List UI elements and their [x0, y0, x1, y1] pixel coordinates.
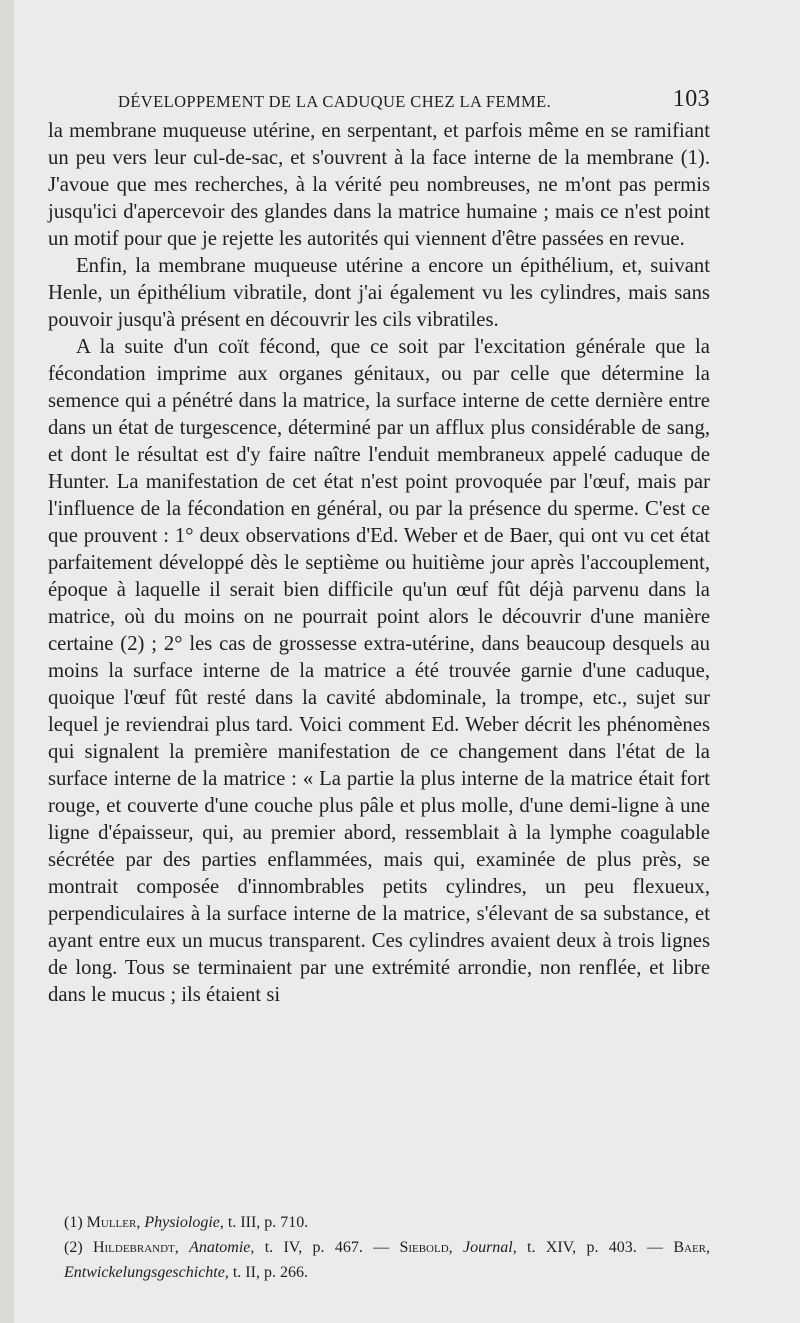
footnote-2-author-1: Hildebrandt	[92, 1239, 175, 1256]
footnote-1-ref: , t. III, p. 710.	[219, 1214, 309, 1231]
paragraph-1: la membrane muqueuse utérine, en serpentant, et parfois même en se ramifiant un peu vers leur cul-de-sac, et s'ouvrent à la face interne de la membrane (1). J'avoue que mes recherches, à la vérité peu nombreuses, ne m'ont pas permis jusqu'ici d'apercevoir des glandes dans la matrice humaine ; mais ce n'est point un motif pour que je rejette les autorités qui viennent d'être passées en revue.	[48, 120, 710, 250]
page-number: 103	[672, 86, 710, 112]
body-text	[48, 118, 710, 1009]
footnote-2-ref-2: , t. XIV, p. 403. —	[512, 1239, 674, 1256]
footnote-2-author-2: Siebold	[399, 1239, 449, 1256]
footnote-2-work-2: Journal	[462, 1239, 513, 1256]
paragraph-3: A la suite d'un coït fécond, que ce soit par l'excitation générale que la fécondation imprime aux organes génitaux, ou par celle que détermine la semence qui a pénétré dans la matrice, la surface interne de cette dernière entre dans un état de turgescence, déterminé par un afflux plus considérable de sang, et dont le résultat est d'y faire naître l'enduit membraneux appelé caduque de Hunter. La manifestation de cet état n'est point provoquée par l'œuf, mais par l'influence de la fécondation en général, ou par la présence du sperme. C'est ce que prouvent : 1° deux observations d'Ed. Weber et de Baer, qui ont vu cet état parfaitement développé dès le septième ou huitième jour après l'accouplement, époque à laquelle il serait bien difficile qu'un œuf fût déjà parvenu dans la matrice, où du moins on ne pourrait point alors le découvrir d'une manière certaine (2) ; 2° les cas de grossesse extra-utérine, dans beaucoup desquels au moins la surface interne de la matrice a été trouvée garnie d'une caduque, quoique l'œuf fût resté dans la cavité abdominale, la trompe, etc., sujet sur lequel je reviendrai plus tard. Voici comment Ed. Weber décrit les phénomènes qui signalent la première manifestation de ce changement dans l'état de la surface interne de la matrice : « La partie la plus interne de la matrice était fort rouge, et couverte d'une couche plus pâle et plus molle, d'une demi-ligne à une ligne d'épaisseur, qui, au premier abord, ressemblait à la lymphe coagulable sécrétée par des parties enflammées, mais qui, examinée de plus près, se montrait composée d'innombrables petits cylindres, un peu flexueux, perpendiculaires à la surface interne de la matrice, s'élevant de sa substance, et ayant entre eux un mucus transparent. Ces cylindres avaient deux à trois lignes de long. Tous se terminaient par une extrémité arrondie, non renflée, et libre dans le mucus ; ils étaient si	[48, 336, 710, 1006]
footnote-1-work: Physiologie	[144, 1214, 220, 1231]
footnote-2-marker: (2)	[64, 1239, 83, 1256]
footnote-2-work-1: Anatomie	[189, 1239, 251, 1256]
footnote-1-marker: (1)	[64, 1214, 83, 1231]
footnote-2-author-3: Baer	[673, 1239, 707, 1256]
footnote-2-ref-1: , t. IV, p. 467. —	[250, 1239, 400, 1256]
page-content	[48, 80, 710, 1009]
running-head	[48, 80, 710, 118]
footnote-2-ref-3: , t. II, p. 266.	[224, 1264, 308, 1281]
footnote-1-author: Muller	[86, 1214, 137, 1231]
footnote-2-work-3: Entwickelungsgeschichte	[64, 1264, 225, 1281]
book-page	[14, 0, 800, 1323]
footnote-1: (1) Muller, Physiologie, t. III, p. 710.	[64, 1214, 309, 1231]
footnotes	[48, 1210, 710, 1285]
paragraph-2: Enfin, la membrane muqueuse utérine a encore un épithélium, et, suivant Henle, un épithélium vibratile, dont j'ai également vu les cylindres, mais sans pouvoir jusqu'à présent en découvrir les cils vibratiles.	[48, 255, 710, 331]
running-title: DÉVELOPPEMENT DE LA CADUQUE CHEZ LA FEMME.	[118, 92, 552, 111]
footnote-2: (2) Hildebrandt, Anatomie, t. IV, p. 467. — Siebold, Journal, t. XIV, p. 403. — Baer, Entwickelungsgeschichte, t. II, p. 266.	[64, 1239, 711, 1281]
